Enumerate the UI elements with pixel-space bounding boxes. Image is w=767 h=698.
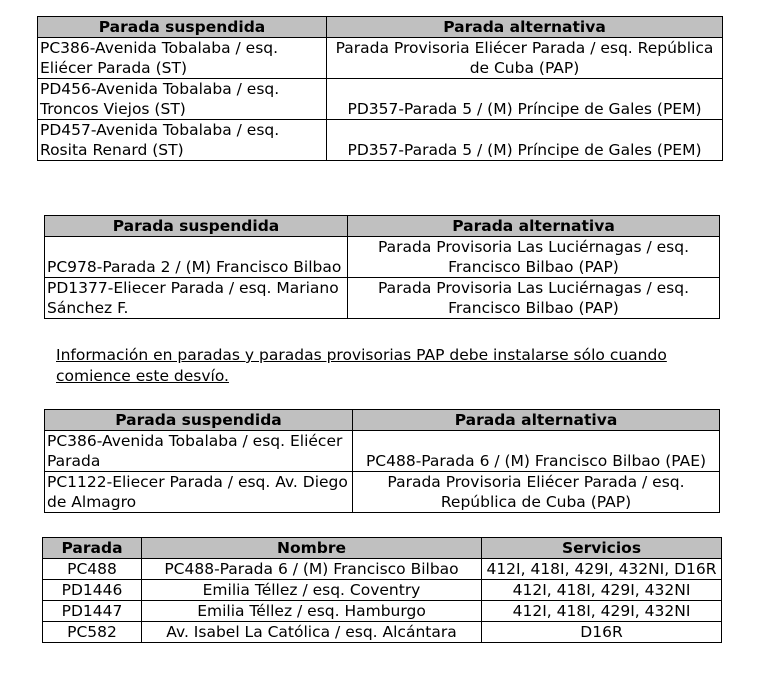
table-row (43, 559, 722, 580)
table-row (45, 472, 720, 513)
services-cell: 412I, 418I, 429I, 432NI (482, 580, 722, 601)
stop-code-cell: PD1446 (43, 580, 142, 601)
column-header: Parada suspendida (38, 17, 327, 38)
alternative-stop-cell: Parada Provisoria Eliécer Parada / esq. República de Cuba (PAP) (327, 38, 723, 79)
suspended-stops-table-1 (37, 16, 723, 161)
suspended-stop-cell: PC978-Parada 2 / (M) Francisco Bilbao (45, 237, 348, 278)
stop-name-cell: Av. Isabel La Católica / esq. Alcántara (142, 622, 482, 643)
table-header-row (45, 216, 720, 237)
services-cell: 412I, 418I, 429I, 432NI (482, 601, 722, 622)
table-row (45, 237, 720, 278)
services-cell: 412I, 418I, 429I, 432NI, D16R (482, 559, 722, 580)
table-row (45, 431, 720, 472)
table-row (38, 79, 723, 120)
stop-name-cell: Emilia Téllez / esq. Hamburgo (142, 601, 482, 622)
table-row (45, 278, 720, 319)
alternative-stop-cell: Parada Provisoria Las Luciérnagas / esq. Francisco Bilbao (PAP) (348, 237, 720, 278)
alternative-stop-cell: PD357-Parada 5 / (M) Príncipe de Gales (PEM) (327, 120, 723, 161)
alternative-stop-cell: PD357-Parada 5 / (M) Príncipe de Gales (PEM) (327, 79, 723, 120)
table-row (38, 120, 723, 161)
alternative-stop-cell: Parada Provisoria Eliécer Parada / esq. República de Cuba (PAP) (353, 472, 720, 513)
stop-code-cell: PC488 (43, 559, 142, 580)
alternative-stop-cell: Parada Provisoria Las Luciérnagas / esq. Francisco Bilbao (PAP) (348, 278, 720, 319)
column-header: Parada alternativa (327, 17, 723, 38)
column-header: Nombre (142, 538, 482, 559)
table-row (43, 622, 722, 643)
column-header: Parada alternativa (348, 216, 720, 237)
table-row (43, 601, 722, 622)
suspended-stop-cell: PC1122-Eliecer Parada / esq. Av. Diego de Almagro (45, 472, 353, 513)
suspended-stops-table-3 (44, 409, 720, 513)
column-header: Parada alternativa (353, 410, 720, 431)
stop-services-table (42, 537, 722, 643)
stop-name-cell: Emilia Téllez / esq. Coventry (142, 580, 482, 601)
alternative-stop-cell: PC488-Parada 6 / (M) Francisco Bilbao (PAE) (353, 431, 720, 472)
table-header-row (45, 410, 720, 431)
suspended-stop-cell: PD1377-Eliecer Parada / esq. Mariano Sánchez F. (45, 278, 348, 319)
suspended-stop-cell: PC386-Avenida Tobalaba / esq. Eliécer Parada (45, 431, 353, 472)
table-header-row (43, 538, 722, 559)
services-cell: D16R (482, 622, 722, 643)
table-row (38, 38, 723, 79)
suspended-stops-table-2 (44, 215, 720, 319)
stop-code-cell: PD1447 (43, 601, 142, 622)
table-row (43, 580, 722, 601)
column-header: Parada suspendida (45, 216, 348, 237)
table-header-row (38, 17, 723, 38)
stop-code-cell: PC582 (43, 622, 142, 643)
stop-name-cell: PC488-Parada 6 / (M) Francisco Bilbao (142, 559, 482, 580)
suspended-stop-cell: PD456-Avenida Tobalaba / esq. Troncos Viejos (ST) (38, 79, 327, 120)
column-header: Parada (43, 538, 142, 559)
suspended-stop-cell: PD457-Avenida Tobalaba / esq. Rosita Renard (ST) (38, 120, 327, 161)
installation-note: Información en paradas y paradas provisorias PAP debe instalarse sólo cuando comience este desvío. (56, 346, 667, 385)
suspended-stop-cell: PC386-Avenida Tobalaba / esq. Eliécer Parada (ST) (38, 38, 327, 79)
column-header: Parada suspendida (45, 410, 353, 431)
column-header: Servicios (482, 538, 722, 559)
